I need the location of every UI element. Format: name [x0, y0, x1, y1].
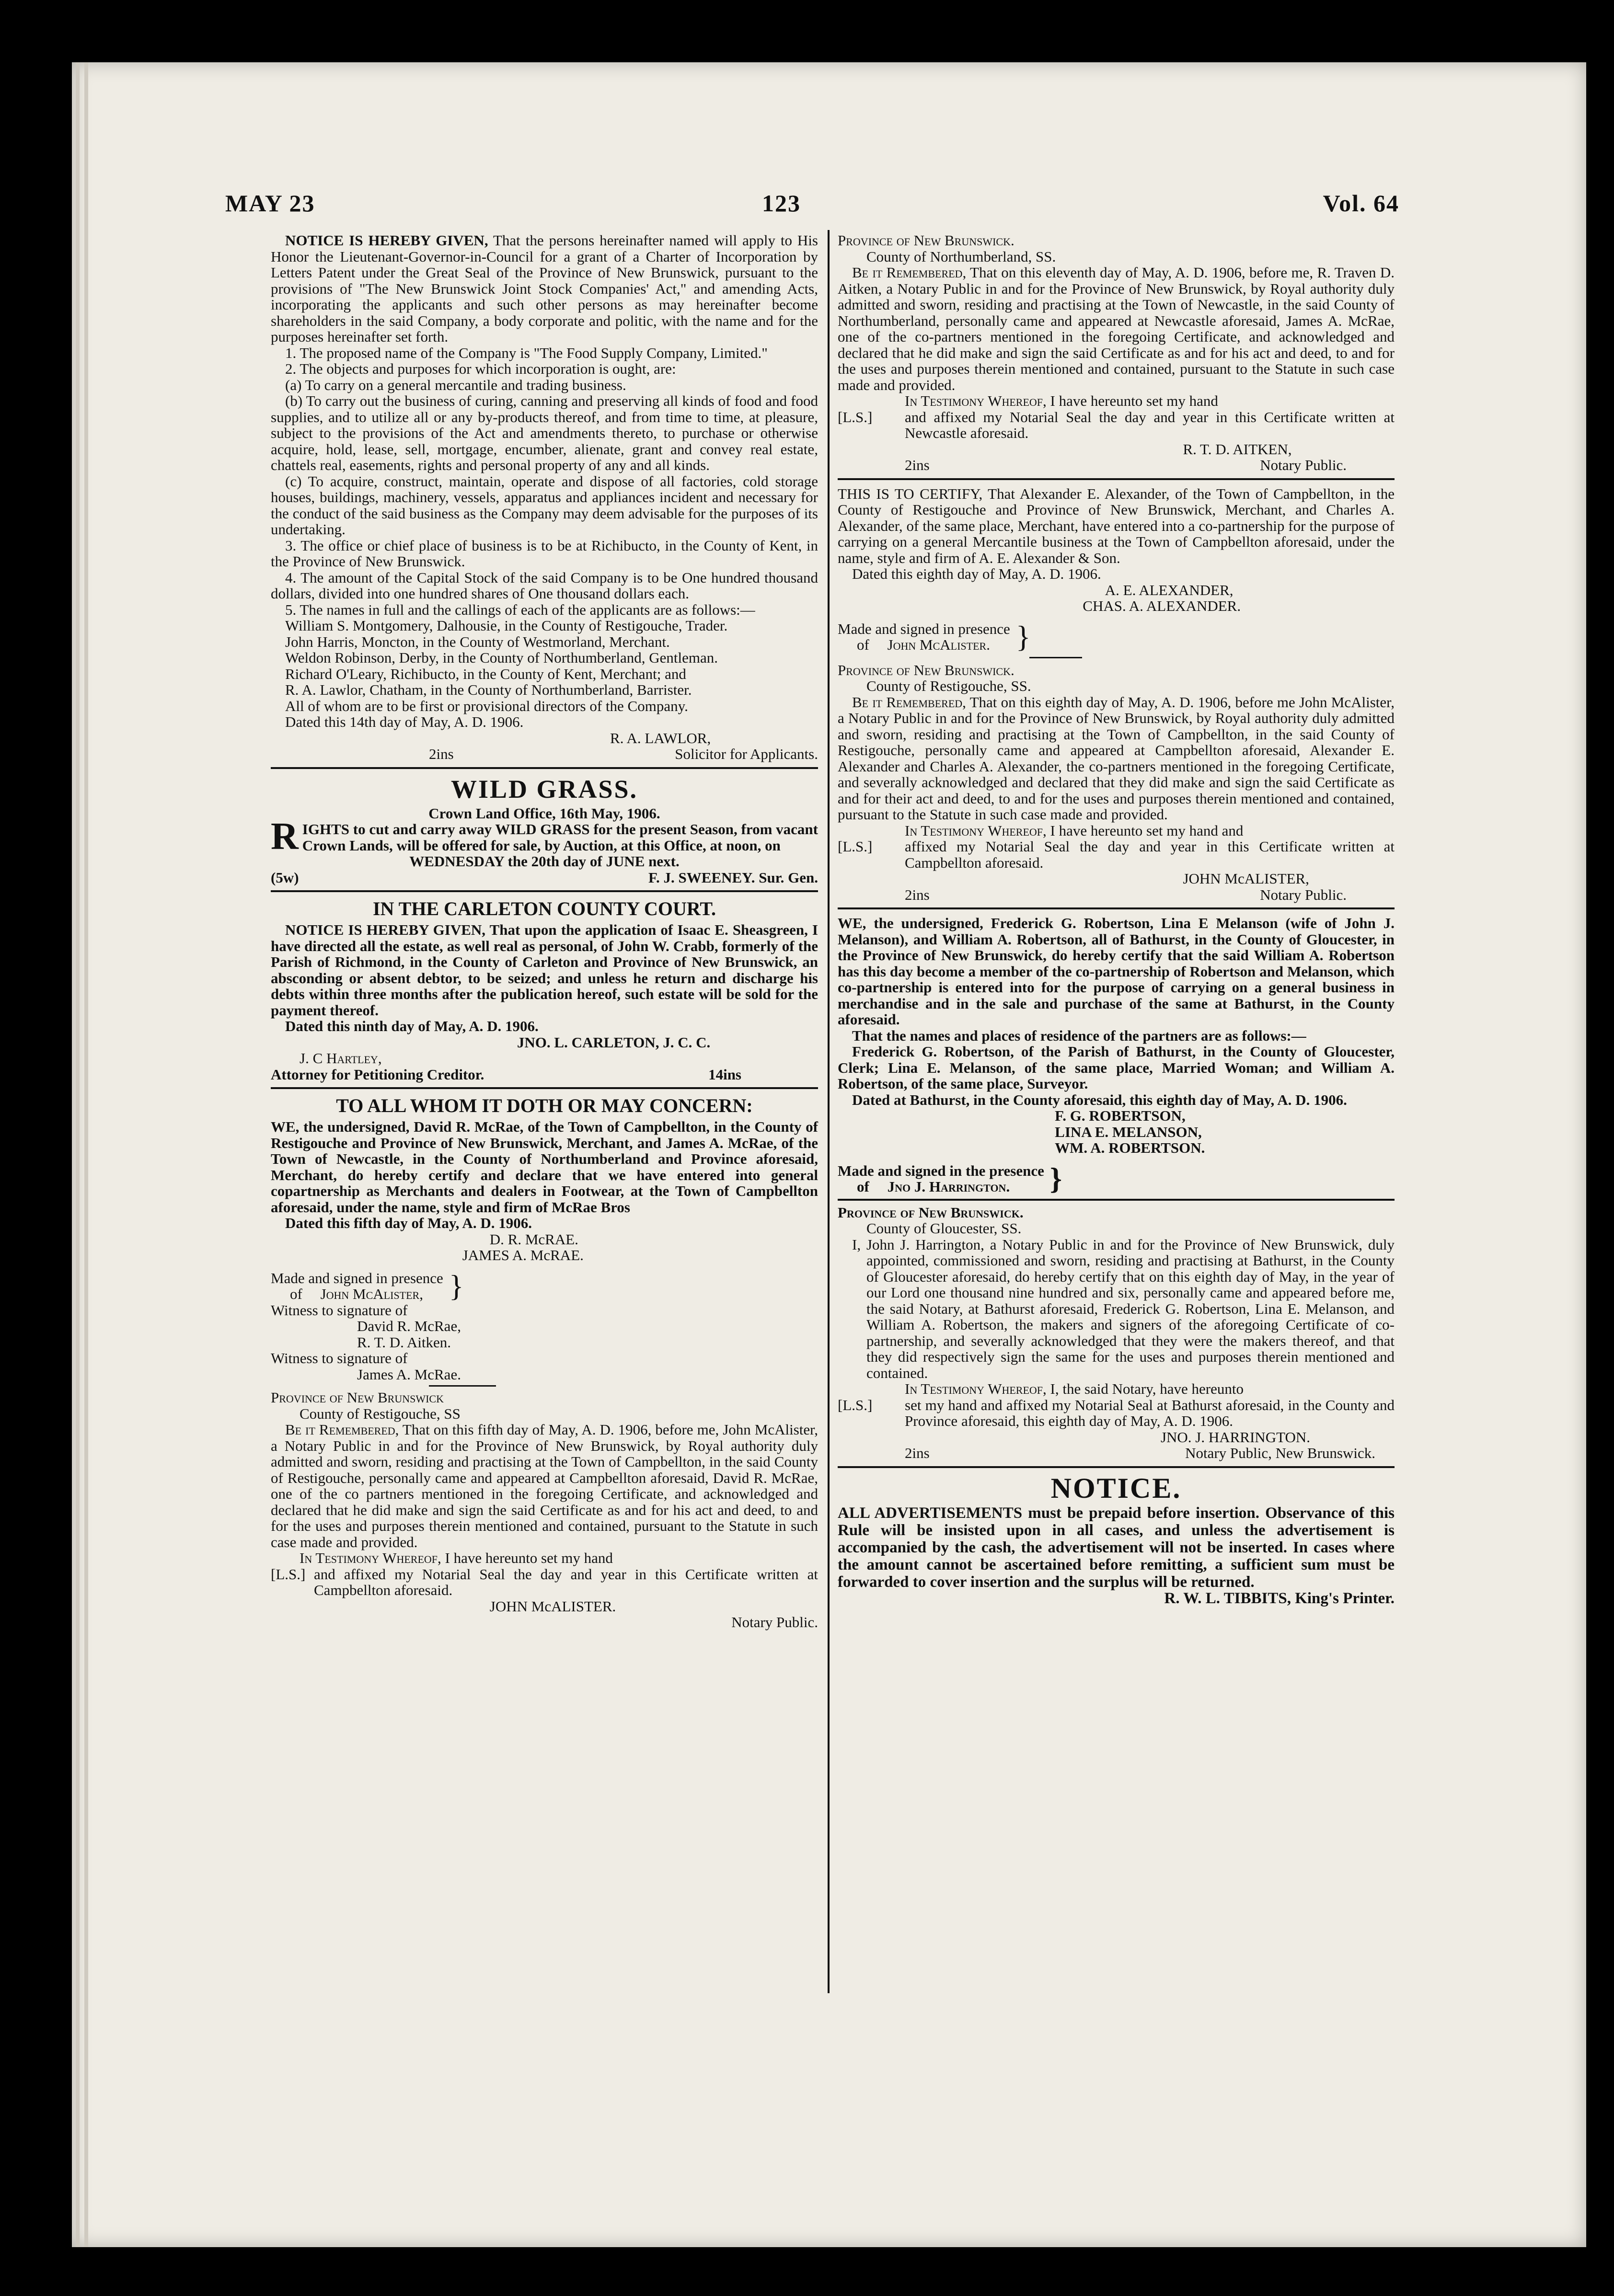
dated-line: Dated this ninth day of May, A. D. 1906.: [285, 1018, 539, 1034]
remembered-lead: Be it Remembered,: [852, 264, 967, 281]
item: 5. The names in full and the callings of each of the applicants are as follows:—: [285, 601, 755, 618]
testimony-text: and affixed my Notarial Seal the day and year in this Certificate written at Campbellton aforesaid.: [314, 1565, 818, 1598]
dated-line: Dated this 14th day of May, A. D. 1906.: [285, 713, 524, 730]
insertions: 14ins: [708, 1066, 741, 1083]
presence-line: Made and signed in presence: [271, 1269, 443, 1286]
applicant: Weldon Robinson, Derby, in the County of Northumberland, Gentleman.: [285, 649, 718, 666]
signer: R. A. LAWLOR,: [610, 729, 711, 746]
item: 4. The amount of the Capital Stock of the said Company is to be One hundred thousand dollars, divided into one hundred shares of One thousand dollars each.: [271, 569, 818, 602]
witness-line: Witness to signature of: [271, 1301, 408, 1319]
signature: F. G. ROBERTSON,: [1055, 1107, 1186, 1124]
remembered-text: That on this fifth day of May, A. D. 1906, before me, John McAlister, a Notary Public in and for the Province of New Brunswick, by Royal authority duly admitted and sworn, residing and practising at the Town of Campbellton, in the said County of Restigouche, personally came and appeared at Campbellton aforesaid, David R. McRae, one of the co partners mentioned in the foregoing Certificate, and acknowledged and declared that he did make and sign the said Certificate as and for his act and deed, to and for the uses and purposes therein mentioned and contained, pursuant to the Statute in such case made and provided.: [271, 1421, 818, 1550]
signer: F. J. SWEENEY. Sur. Gen.: [648, 869, 818, 886]
presence-block: [838, 1163, 1395, 1195]
county-line: County of Restigouche, SS: [300, 1405, 461, 1422]
notary-certificate: I, John J. Harrington, a Notary Public in and for the Province of New Brunswick, duly appointed, commissioned and sworn, residing and practising at Bathurst, in the County of Gloucester aforesaid, do hereby certify that on this eighth day of May, in the year of our Lord one thousand nine hundred and six, personally came and appeared before me, the said Notary, at Bathurst aforesaid, Frederick G. Robertson, Lina E. Melanson, and William A. Robertson, the makers and signers of the aforegoing Certificate of co-partnership, and severally acknowledged that they were the makers thereof, and that they did respectively sign the same for the uses and purposes therein mentioned and contained.: [852, 1236, 1395, 1381]
witness-name: John McAlister,: [320, 1286, 423, 1302]
witness-name: James A. McRae.: [357, 1366, 461, 1383]
section-rule: [271, 890, 818, 892]
notary-title: Notary Public, New Brunswick.: [1185, 1445, 1375, 1461]
page-header: [225, 189, 1399, 223]
food-supply-notice: [271, 232, 818, 762]
applicant: John Harris, Moncton, in the County of Westmorland, Merchant.: [285, 633, 670, 650]
applicant: Richard O'Leary, Richibucto, in the County of Kent, Merchant; and: [285, 665, 686, 682]
ad-code: (5w): [271, 869, 299, 886]
seal-mark: [L.S.]: [838, 838, 873, 855]
seal-mark: [L.S.]: [838, 408, 873, 425]
notary-name: JOHN McALISTER,: [1183, 870, 1309, 887]
signature: CHAS. A. ALEXANDER.: [1083, 597, 1241, 614]
county-line: County of Northumberland, SS.: [866, 248, 1056, 265]
presence-line: Made and signed in presence: [838, 620, 1010, 637]
notary-name: R. T. D. AITKEN,: [1183, 440, 1292, 458]
directors-line: All of whom are to be first or provisional directors of the Company.: [285, 697, 688, 714]
header-date: MAY 23: [225, 190, 315, 217]
notary-title: Notary Public.: [731, 1614, 818, 1630]
judge: JNO. L. CARLETON, J. C. C.: [517, 1033, 711, 1051]
testimony-lead: In Testimony Whereof,: [300, 1550, 441, 1566]
presence-of: of: [857, 636, 869, 653]
notary-name: JOHN McALISTER.: [489, 1597, 616, 1615]
testimony-text: I, the said Notary, have hereunto: [1050, 1380, 1244, 1397]
item: 3. The office or chief place of business is to be at Richibucto, in the County of Kent, in the Province of New Brunswick.: [271, 537, 818, 570]
insertions: 2ins: [905, 886, 930, 903]
presence-line: Made and signed in the presence: [838, 1162, 1044, 1179]
item: 1. The proposed name of the Company is "The Food Supply Company, Limited.": [285, 344, 768, 361]
notice-lead: NOTICE IS HEREBY GIVEN,: [285, 921, 486, 938]
advertising-notice: [838, 1474, 1395, 1607]
witness-name: John McAlister.: [887, 636, 990, 653]
witness-line: Witness to signature of: [271, 1350, 408, 1366]
attorney: J. C Hartley,: [300, 1050, 382, 1067]
presence-of: of: [857, 1178, 869, 1195]
brace: }: [449, 1269, 464, 1303]
testimony-text: set my hand and affixed my Notarial Seal at Bathurst aforesaid, in the County and Province aforesaid, this eighth day of May, A. D. 1906.: [905, 1396, 1395, 1429]
section-rule: [271, 1087, 818, 1089]
presence-of: of: [290, 1286, 302, 1302]
auction-date: WEDNESDAY the 20th day of JUNE next.: [409, 853, 680, 870]
remembered-text: That on this eleventh day of May, A. D. 1906, before me, R. Traven D. Aitken, a Notary Public in and for the Province of New Brunswick, by Royal authority duly admitted and sworn, residing and practising at the Town of Newcastle, in the said County of Northumberland, personally came and appeared at Newcastle aforesaid, James A. McRae, one of the co-partners mentioned in the foregoing Certificate, and acknowledged and declared that he did make and sign the said Certificate as and for his act and deed, to and for the uses and purposes therein mentioned and contained, pursuant to the Statute in such case made and provided.: [838, 264, 1395, 393]
dated-line: Dated at Bathurst, in the County aforesaid, this eighth day of May, A. D. 1906.: [852, 1091, 1347, 1108]
insertions: 2ins: [429, 746, 454, 762]
names-intro: That the names and places of residence of the partners are as follows:—: [852, 1027, 1306, 1044]
carleton-body: That upon the application of Isaac E. Sheasgreen, I have directed all the estate, as well real as personal, of John W. Crabb, formerly of the Parish of Richmond, in the County of Carleton and Province of New Brunswick, an absconding or absent debtor, to be seized; and unless he return and discharge his debts within three months after the publication hereof, such estate will be sold for the payment thereof.: [271, 921, 818, 1019]
presence-block: [838, 621, 1395, 653]
applicant: William S. Montgomery, Dalhousie, in the County of Restigouche, Trader.: [285, 617, 728, 634]
testimony-text: and affixed my Notarial Seal the day and year in this Certificate written at Newcastle aforesaid.: [905, 408, 1395, 441]
seal-mark: [L.S.]: [838, 1396, 873, 1413]
county-line: County of Gloucester, SS.: [866, 1220, 1022, 1237]
signer-title: Solicitor for Applicants.: [675, 746, 818, 762]
alexander-partnership: [838, 486, 1395, 903]
left-column: [271, 232, 818, 1630]
testimony-text: I have hereunto set my hand and: [1050, 822, 1244, 839]
notice-signer: R. W. L. TIBBITS, King's Printer.: [1164, 1589, 1395, 1607]
drop-cap: R: [271, 815, 299, 858]
alexander-body: THIS IS TO CERTIFY, That Alexander E. Alexander, of the Town of Campbellton, in the County of Restigouche and Province of New Brunswick, Merchant, and Charles A. Alexander, of the same place, Merchant, have entered into a co-partnership for the purpose of carrying on a general Mercantile business at the Town of Campbellton aforesaid, under the name, style and firm of A. E. Alexander & Son.: [838, 485, 1395, 566]
witness-name: Jno J. Harrington.: [887, 1178, 1010, 1195]
signature: D. R. McRAE.: [489, 1230, 578, 1248]
testimony-text: affixed my Notarial Seal the day and year in this Certificate written at Campbellton aforesaid.: [905, 838, 1395, 871]
section-rule: [838, 1199, 1395, 1201]
wild-grass-body: IGHTS to cut and carry away WILD GRASS for the present Season, from vacant Crown Lands, will be offered for sale, by Auction, at this Office, at noon, on: [302, 821, 818, 854]
province-line: Province of New Brunswick.: [838, 232, 1015, 249]
header-volume: Vol. 64: [1323, 190, 1399, 217]
notary-title: Notary Public.: [1260, 886, 1347, 903]
province-line: Province of New Brunswick.: [838, 1204, 1024, 1221]
province-line: Province of New Brunswick.: [838, 661, 1015, 678]
section-rule: [838, 478, 1395, 480]
item: (b) To carry out the business of curing, canning and preserving all kinds of food and food supplies, and to utilize all or any by-products thereof, and from time to time, at pleasure, subject to the provisions of the Act and amendments thereto, to purchase or otherwise acquire, hold, lease, sell, mortgage, encumber, alienate, grant and convey real estate, chattels real, easements, rights and personal property of any and all kinds.: [271, 392, 818, 473]
testimony-lead: In Testimony Whereof,: [905, 392, 1047, 409]
notary-title: Notary Public.: [1260, 457, 1347, 473]
short-rule: [429, 1385, 496, 1387]
brace: }: [1049, 1161, 1062, 1195]
item: 2. The objects and purposes for which incorporation is ought, are:: [285, 360, 676, 377]
testimony-text: I have hereunto set my hand: [445, 1550, 613, 1566]
insertions: 2ins: [905, 457, 930, 473]
notice-title: NOTICE.: [1050, 1472, 1182, 1504]
testimony-lead: In Testimony Whereof,: [905, 822, 1047, 839]
mcrae-title: TO ALL WHOM IT DOTH OR MAY CONCERN:: [336, 1095, 753, 1116]
partner-names: Frederick G. Robertson, of the Parish of Bathurst, in the County of Gloucester, Clerk; Lina E. Melanson, of the same place, Married Woman; and William A. Robertson, of the same place, Surveyor.: [838, 1043, 1395, 1092]
mcrae-partnership: [271, 1095, 818, 1630]
testimony-text: I have hereunto set my hand: [1050, 392, 1218, 409]
short-rule: [1029, 657, 1082, 658]
notice-text: That the persons hereinafter named will apply to His Honor the Lieutenant-Governor-in-Council for a grant of a Charter of Incorporation by Letters Patent under the Great Seal of the Province of New Brunswick, pursuant to the provisions of "The New Brunswick Joint Stock Companies' Act," and amending Acts, incorporating the applicants and such other persons as may hereinafter become shareholders in the said Company, a body corporate and politic, with the name and for the purposes hereinafter set forth.: [271, 232, 818, 345]
notice-body: ALL ADVERTISEMENTS must be prepaid before insertion. Observance of this Rule will be insisted upon in all cases, and unless the advertisement is accompanied by the cash, the advertisement will not be inserted. In cases where the amount cannot be ascertained before remitting, a sufficient sum must be forwarded to cover insertion and the surplus will be returned.: [838, 1504, 1395, 1591]
page-edge: [76, 62, 80, 2247]
remembered-text: That on this eighth day of May, A. D. 1906, before me John McAlister, a Notary Public in and for the Province of New Brunswick, by Royal authority duly admitted and sworn, residing and practising at the Town of Campbellton, in the said County of Restigouche, personally came and appeared at Campbellton aforesaid, Alexander E. Alexander and Charles A. Alexander, the co-partners mentioned in the foregoing Certificate, and severally acknowledged and declared that they did make and sign the said Certificate as and for their act and deed, to and for the uses and purposes therein mentioned and contained, pursuant to the Statute in such case made and provided.: [838, 693, 1395, 823]
signature: WM. A. ROBERTSON.: [1055, 1139, 1205, 1156]
notary-name: JNO. J. HARRINGTON.: [1160, 1428, 1310, 1446]
wild-grass-title: WILD GRASS.: [450, 774, 638, 804]
signature: LINA E. MELANSON,: [1055, 1123, 1202, 1140]
applicant: R. A. Lawlor, Chatham, in the County of Northumberland, Barrister.: [285, 681, 692, 698]
presence-block: [271, 1270, 818, 1302]
dated-line: Dated this fifth day of May, A. D. 1906.: [285, 1215, 532, 1231]
mcrae-body: WE, the undersigned, David R. McRae, of the Town of Campbellton, in the County of Restigouche and Province of New Brunswick, Merchant, and James A. McRae, of the Town of Newcastle, in the County of Northumberland and Province aforesaid, Merchant, do hereby certify and declare that we have entered into general copartnership as Merchants and dealers in Footwear, at the Town of Campbellton aforesaid, under the name, style and firm of McRae Bros: [271, 1118, 818, 1216]
page-edge: [84, 62, 88, 2247]
attorney-title: Attorney for Petitioning Creditor.: [271, 1066, 484, 1083]
office-line: Crown Land Office, 16th May, 1906.: [428, 804, 660, 822]
witness-name: R. T. D. Aitken.: [357, 1333, 451, 1351]
remembered-lead: Be it Remembered,: [285, 1421, 399, 1438]
testimony-lead: In Testimony Whereof,: [905, 1380, 1047, 1397]
header-page-number: 123: [762, 190, 801, 217]
county-line: County of Restigouche, SS.: [866, 677, 1031, 694]
carleton-court-notice: [271, 898, 818, 1082]
signature: JAMES A. McRAE.: [462, 1247, 584, 1263]
column-divider: [828, 230, 830, 1993]
right-column: [838, 232, 1395, 1607]
witness-name: David R. McRae,: [357, 1318, 461, 1334]
province-line: Province of New Brunswick: [271, 1389, 444, 1406]
robertson-partnership: [838, 915, 1395, 1461]
section-rule: [838, 907, 1395, 909]
carleton-title: IN THE CARLETON COUNTY COURT.: [372, 898, 716, 919]
item: (c) To acquire, construct, maintain, operate and dispose of all factories, cold storage houses, buildings, machinery, vessels, apparatus and appliances incident and necessary for the conduct of the said business as the Company may deem advisable for the purposes of its undertaking.: [271, 472, 818, 538]
section-rule: [838, 1466, 1395, 1468]
robertson-body: WE, the undersigned, Frederick G. Robertson, Lina E Melanson (wife of John J. Melanson), and William A. Robertson, all of Bathurst, in the County of Gloucester, in the Province of New Brunswick, do hereby certify that the said William A. Robertson has this day become a member of the co-partnership of Robertson and Melanson, which co-partnership is entered into for the purpose of carrying on a general business in merchandise and in the sale and purchase of the same at Bathurst, in the County aforesaid.: [838, 915, 1395, 1028]
remembered-lead: Be it Remembered,: [852, 693, 966, 711]
insertions: 2ins: [905, 1445, 930, 1461]
notice-lead: NOTICE IS HEREBY GIVEN,: [285, 232, 488, 249]
wild-grass-notice: [271, 775, 818, 886]
section-rule: [271, 767, 818, 769]
signature: A. E. ALEXANDER,: [1105, 581, 1234, 598]
seal-mark: [L.S.]: [271, 1565, 306, 1583]
mcrae-northumberland-certificate: [838, 232, 1395, 473]
brace: }: [1015, 620, 1031, 654]
dated-line: Dated this eighth day of May, A. D. 1906.: [852, 565, 1101, 582]
item: (a) To carry on a general mercantile and trading business.: [285, 376, 626, 393]
